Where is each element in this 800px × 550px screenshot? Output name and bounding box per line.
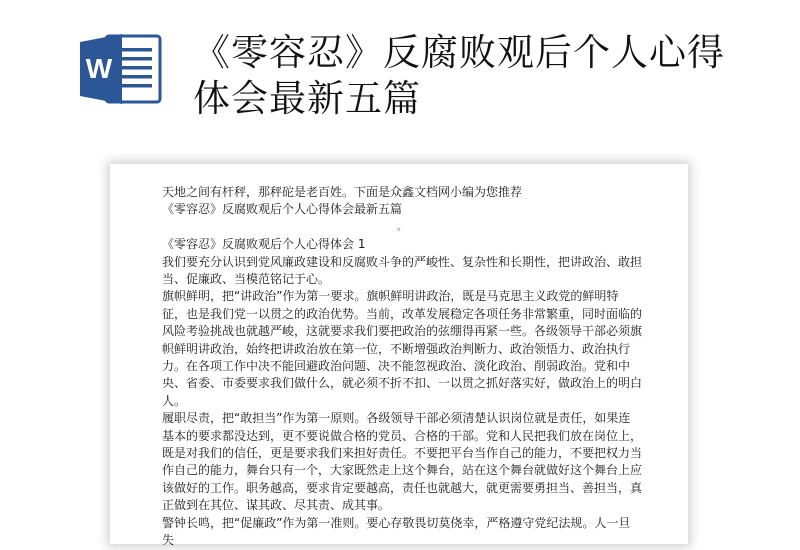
paragraph: 履职尽责，把“敢担当”作为第一原则。各级领导干部必须清楚认识岗位就是责任，如果连基本的要求都没达到，更不要说做合格的党员、合格的干部。党和人民把我们放在岗位上，既是对我们的信任，更是要求我们来担好责任。不要把平台当作自己的能力，不要把权力当作自己的能力，舞台只有一个，大家既然走上这个舞台，站在这个舞台就做好这个舞台上应该做好的工作。职务越高，要求肯定要越高，责任也就越大，就更需要勇担当、善担当，真正做到在其位、谋其政、尽其责、成其事。 bbox=[162, 411, 643, 513]
paragraph: 警钟长鸣，把“促廉政”作为第一准则。要心存敬畏切莫侥幸，严格遵守党纪法规。人一旦失 bbox=[162, 515, 631, 548]
paragraph: 我们要充分认识到党风廉政建设和反腐败斗争的严峻性、复杂性和长期性，把讲政治、敢担当、促廉政、当模范铭记于心。 bbox=[162, 254, 643, 287]
intro-line: 《零容忍》反腐败观后个人心得体会最新五篇 bbox=[162, 202, 403, 217]
document-header bbox=[0, 0, 800, 150]
intro-line: 天地之间有杆秤，那秤砣是老百姓。下面是众鑫文档网小编为您推荐 bbox=[162, 185, 523, 199]
paragraph: 旗帜鲜明，把“讲政治”作为第一要求。旗帜鲜明讲政治，既是马克思主义政党的鲜明特征，也是我们党一以贯之的政治优势。当前，改革发展稳定各项任务非常繁重，同时面临的风险考验挑战也就越严峻，这就要求我们要把政治的弦绷得再紧一些。各级领导干部必须旗帜鲜明讲政治，始终把讲政治放在第一位，不断增强政治判断力、政治领悟力、政治执行力。在各项工作中决不能回避政治问题、决不能忽视政治、淡化政治、削弱政治。党和中央、省委、市委要求我们做什么，就必须不折不扣、一以贯之抓好落实好，做政治上的明白人。 bbox=[162, 289, 643, 408]
separator-mark: 。 bbox=[397, 221, 407, 233]
document-body bbox=[162, 184, 642, 550]
section-title: 《零容忍》反腐败观后个人心得体会 1 bbox=[162, 237, 366, 252]
word-document-icon bbox=[78, 32, 164, 106]
page-title: 《零容忍》反腐败观后个人心得体会最新五篇 bbox=[193, 31, 725, 120]
word-icon-letter: W bbox=[85, 53, 113, 84]
